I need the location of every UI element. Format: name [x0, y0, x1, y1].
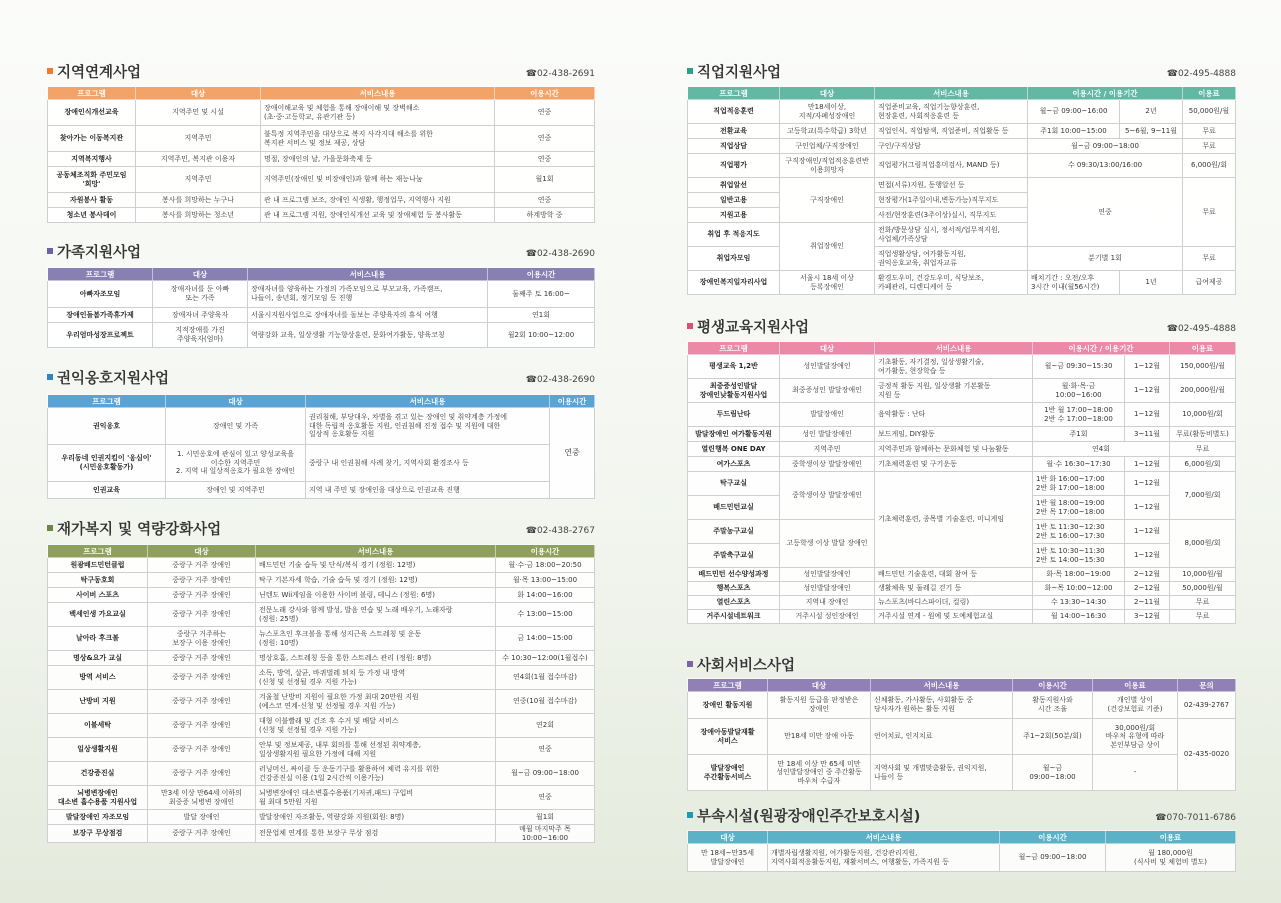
bullet-square-icon	[47, 248, 53, 254]
section-title: 부속시설(원광장애인주간보호시설)	[687, 808, 920, 826]
col-header: 프로그램	[688, 679, 768, 692]
section-family	[47, 244, 595, 350]
section-rights	[47, 370, 595, 506]
phone-number: ☎02-438-2690	[525, 375, 595, 385]
rights-table	[47, 394, 595, 499]
col-header: 대상	[768, 679, 871, 692]
table-row: 배드민턴 선수양성과정 성인발달장애인 배드민턴 기술훈련, 대회 참여 등 화·목 18:00~19:00 2~12월 10,000원/월	[688, 568, 1236, 582]
facility-table	[687, 830, 1236, 872]
table-row: 자원봉사 활동 봉사를 희망하는 누구나 관 내 프로그램 보조, 장애인 식생활, 행정업무, 지역행사 지원 연중	[48, 193, 595, 208]
col-header: 대상	[780, 87, 875, 100]
phone-number: ☎02-495-4888	[1166, 69, 1236, 79]
table-row: 인권교육 장애인 및 지역주민 지역 내 주민 및 장애인을 대상으로 인권교육 진행	[48, 482, 595, 499]
section-title: 평생교육지원사업	[687, 319, 809, 337]
bullet-square-icon	[687, 661, 693, 667]
table-row: 일반고용 현장평가(1주일이내,변동가능)직무지도	[688, 193, 1236, 208]
col-header: 이용시간	[550, 395, 595, 408]
table-row: 직업평가 구직장애인/직업적응훈련반 이용희망자 직업평가(그림직업흥미검사, MAND 등) 수 09:30/13:00/16:00 6,000원/회	[688, 154, 1236, 178]
community-table	[47, 86, 595, 223]
col-header: 서비스내용	[306, 395, 550, 408]
section-vocational	[687, 64, 1236, 304]
table-row: 사이버 스포츠 중랑구 거주 장애인 닌텐도 Wii게임을 이용한 사이버 볼링, 테니스 (정원: 6명) 화 14:00~16:00	[48, 588, 595, 603]
col-header: 프로그램	[688, 342, 780, 355]
section-lifelong	[687, 319, 1236, 643]
table-row: 직업상담 구인업체/구직장애인 구인/구직상담 월~금 09:00~18:00 무료	[688, 139, 1236, 154]
col-header: 서비스내용	[248, 268, 488, 281]
col-header: 이용료	[1093, 679, 1178, 692]
table-row: 여가스포츠 중학생이상 발달장애인 기초체력훈련 및 구기운동 월·수 16:30~17:30 1~12월 6,000원/회	[688, 457, 1236, 472]
bullet-square-icon	[47, 68, 53, 74]
col-header: 프로그램	[688, 87, 780, 100]
table-row: 명상&요가 교실 중랑구 거주 장애인 명상호흡, 스트레칭 등을 통한 스트레스 관리 (정원: 8명) 수 10:30~12:00(1월접수)	[48, 651, 595, 666]
table-row: 우리엄마성장프로젝트 지적장애를 가진 주양육자(엄마) 역량강화 교육, 일상생활 기능향상훈련, 문화여가활동, 양육코칭 월2회 10:00~12:00	[48, 323, 595, 348]
table-row: 청소년 봉사데이 봉사를 희망하는 청소년 관 내 프로그램 지원, 장애인식개선 교육 및 장애체험 등 봉사활동 하계방학 중	[48, 208, 595, 223]
section-homecare	[47, 521, 595, 873]
bullet-square-icon	[47, 374, 53, 380]
table-row: 우리동네 인권지킴이 '옹심이' (시민옹호활동가) 1. 시민옹호에 관심이 있고 양성교육을 이수한 지역주민 2. 지역 내 일상적옹호가 필요한 장애인 중랑구 내 인권침해 사례 찾기, 지역사회 환경조사 등	[48, 445, 595, 482]
table-row: 만 18세~만35세 발달장애인 개별자립생활지원, 여가활동지원, 건강관리지원, 지역사회적응활동지원, 재활서비스, 여행활동, 가족지원 등 월~금 09:00~18:00 월 180,000원 (식사비 및 체험비 별도)	[688, 844, 1236, 872]
table-row: 아빠자조모임 장애자녀를 둔 아빠 또는 가족 장애자녀를 양육하는 가정의 가족모임으로 부모교육, 가족캠프, 나들이, 송년회, 정기모임 등 진행 둘째주 토 16:00~	[48, 281, 595, 308]
section-title: 직업지원사업	[687, 64, 781, 82]
table-row: 장애인 활동지원 활동지원 등급을 판정받은 장애인 신체활동, 가사활동, 사회활동 중 당사자가 원하는 활동 지원 활동지원사와 시간 조율 개인별 상이 (건강보험료 기준) 02-439-2767	[688, 692, 1236, 719]
table-row: 난방비 지원 중랑구 거주 장애인 겨울철 난방비 지원이 필요한 가정 최대 20만원 지원 (예스코 연계-신청 및 선정될 경우 지원 가능) 연중(10월 접수마감)	[48, 690, 595, 714]
section-title: 사회서비스사업	[687, 657, 795, 675]
table-row: 취업알선 구직장애인 면접(서류)지원, 동행알선 등 연중 무료	[688, 178, 1236, 193]
phone-number: ☎02-438-2767	[525, 526, 595, 536]
table-row: 전환교육 고등학교(특수학급) 3학년 직업인식, 직업탐색, 직업준비, 직업활동 등 주1회 10:00~15:00 5~6월, 9~11월 무료	[688, 124, 1236, 139]
col-header: 대상	[148, 545, 256, 558]
table-row: 장애아동발달재활 서비스 만18세 미만 장애 아동 언어치료, 인지치료 주1~2회(50분/회) 30,000원/회 바우처 유형에 따라 본인부담금 상이 02-435-0020	[688, 719, 1236, 755]
col-header: 프로그램	[48, 268, 153, 281]
social-table	[687, 678, 1236, 791]
table-row: 장애인돌봄가족휴가제 장애자녀 주양육자 서울시지원사업으로 장애자녀를 돌보는 주양육자의 휴식 여행 연1회	[48, 308, 595, 323]
table-row: 장애인식개선교육 지역주민 및 시설 장애이해교육 및 체험을 통해 장애이해 및 장벽해소 (초·중·고등학교, 유관기관 등) 연중	[48, 100, 595, 126]
homecare-table	[47, 544, 595, 843]
table-row: 뇌병변장애인 대소변 흡수용품 지원사업 만3세 이상 만64세 이하의 최중증 뇌병변 장애인 뇌병변장애인 대소변흡수용품(기저귀,패드) 구입비 월 최대 5만원 지원 연중	[48, 786, 595, 810]
section-community	[47, 64, 595, 231]
col-header: 이용시간	[488, 268, 595, 281]
section-title: 권익옹호지원사업	[47, 370, 169, 388]
col-header: 이용료	[1183, 87, 1236, 100]
phone-number: ☎070-7011-6786	[1155, 813, 1236, 823]
table-row: 탁구동호회 중랑구 거주 장애인 탁구 기본자세 학습, 기술 습득 및 경기 (정원: 12명) 월·목 13:00~15:00	[48, 573, 595, 588]
col-header: 이용료	[1106, 831, 1236, 844]
section-title: 재가복지 및 역량강화사업	[47, 521, 221, 539]
table-row: 이불세탁 중랑구 거주 장애인 대형 이불빨래 및 건조 후 수거 및 배달 서비스 (신청 및 선정될 경우 지원 가능) 연2회	[48, 714, 595, 738]
bullet-square-icon	[687, 812, 693, 818]
table-row: 백세인생 가요교실 중랑구 거주 장애인 전문노래 강사와 함께 발성, 발음 연습 및 노래 배우기, 노래자랑 (정원: 25명) 수 13:00~15:00	[48, 603, 595, 627]
table-row: 지원고용 사전/현장훈련(3주이상)실시, 직무지도	[688, 208, 1236, 223]
table-row: 방역 서비스 중랑구 거주 장애인 소독, 방역, 살균, 바퀴벌레 퇴치 등 가정 내 방역 (신청 및 선정될 경우 지원 가능) 연4회(1월 접수마감)	[48, 666, 595, 690]
col-header: 대상	[780, 342, 875, 355]
col-header: 서비스내용	[256, 545, 496, 558]
table-row: 장애인복지일자리사업 서울시 18세 이상 등록장애인 환경도우미, 건강도우미, 식당보조, 카페관리, 디렌디케어 등 배치기간 : 오전/오후 3시간 이내(월56시간) 1년 급여제공	[688, 271, 1236, 295]
table-row: 주말농구교실 고등학생 이상 발달 장애인 1반 토 11:30~12:30 2반 토 16:00~17:30 1~12월 8,000원/회	[688, 520, 1236, 544]
col-header: 이용시간 / 이용기간	[1028, 87, 1183, 100]
col-header: 대상	[136, 87, 261, 100]
table-row: 날아라 후크볼 중랑구 거주하는 보장구 이용 장애인 뉴스포츠인 후크볼을 통해 성지근육 스트레칭 및 운동 (정원: 10명) 금 14:00~15:00	[48, 627, 595, 651]
table-row: 발달장애인 자조모임 발달 장애인 발달장애인 자조활동, 역량강화 지원(회원: 8명) 월1회	[48, 810, 595, 825]
table-row: 건강증진실 중랑구 거주 장애인 러닝머신, 싸이클 등 운동기구를 활용하여 체력 유지를 위한 건강증진실 이용 (1일 2시간씩 이용가능) 월~금 09:00~18:00	[48, 762, 595, 786]
col-header: 서비스내용	[875, 342, 1033, 355]
col-header: 프로그램	[48, 87, 136, 100]
col-header: 이용시간 / 이용기간	[1033, 342, 1170, 355]
table-row: 취업 후 적응지도 취업장애인 전화/방문상담 실시, 정서적/업무적지원, 사업체/가족상담	[688, 223, 1236, 247]
col-header: 서비스내용	[768, 831, 1000, 844]
table-row: 일상생활지원 중랑구 거주 장애인 안부 및 정보제공, 내부 회의를 통해 선정된 취약계층, 일상생활지원 필요한 가정에 대해 지원 연중	[48, 738, 595, 762]
table-row: 주말축구교실 1반 토 10:30~11:30 2반 토 14:00~15:30 1~12월	[688, 544, 1236, 568]
table-row: 공동체조직화 주민모임 '희망' 지역주민 지역주민(장애인 및 비장애인)과 함께 하는 재능나눔 월1회	[48, 167, 595, 193]
table-row: 발달장애인 여가활동지원 성인 발달장애인 보드게임, DIY활동 주1회 3~11월 무료(활동비별도)	[688, 427, 1236, 442]
bullet-square-icon	[47, 525, 53, 531]
table-row: 거주시설네트워크 거주시설 성인장애인 거주시설 연계 - 원예 및 도예체험교실 월 14:00~16:30 3~12월 무료	[688, 610, 1236, 624]
table-row: 권익옹호 장애인 및 가족 권리침해, 부당대우, 차별을 겪고 있는 장애인 및 취약계층 가정에 대한 독립적 옹호활동 지원, 인권침해 진정 접수 및 지원에 대한 일상적 옹호활동 지원 연중	[48, 408, 595, 445]
table-row: 찾아가는 이동복지관 지역주민 불특정 지역주민을 대상으로 복지 사각지대 해소를 위한 복지관 서비스 및 정보 제공, 상담 연중	[48, 126, 595, 152]
table-row: 원광배드민턴클럽 중랑구 거주 장애인 배드민턴 기술 습득 및 단식/복식 경기 (정원: 12명) 월·수·금 18:00~20:50	[48, 558, 595, 573]
section-facility	[687, 808, 1236, 874]
col-header: 프로그램	[48, 545, 148, 558]
col-header: 대상	[153, 268, 248, 281]
col-header: 서비스내용	[871, 679, 1013, 692]
table-row: 열린스포츠 지역내 장애인 뉴스포츠(바디스파이더, 컬링) 수 13:30~14:30 2~11월 무료	[688, 596, 1236, 610]
col-header: 서비스내용	[875, 87, 1028, 100]
col-header: 이용시간	[1000, 831, 1106, 844]
col-header: 문의	[1178, 679, 1236, 692]
family-table	[47, 267, 595, 348]
table-row: 배드민턴교실 1반 월 18:00~19:00 2반 목 17:00~18:00 1~12월	[688, 496, 1236, 520]
lifelong-table	[687, 341, 1236, 624]
table-row: 탁구교실 중학생이상 발달장애인 기초체력훈련, 종목별 기술훈련, 미니게임 1반 화 16:00~17:00 2반 화 17:00~18:00 1~12월 7,000원/회	[688, 472, 1236, 496]
phone-number: ☎02-438-2690	[525, 249, 595, 259]
col-header: 대상	[688, 831, 768, 844]
col-header: 대상	[166, 395, 306, 408]
section-social	[687, 657, 1236, 792]
phone-number: ☎02-438-2691	[525, 69, 595, 79]
col-header: 이용시간	[495, 87, 595, 100]
col-header: 서비스내용	[261, 87, 495, 100]
bullet-square-icon	[687, 323, 693, 329]
col-header: 이용시간	[1013, 679, 1093, 692]
table-row: 열린행복 ONE DAY 지역주민 지역주민과 함께하는 문화체험 및 나눔활동 연4회 무료	[688, 442, 1236, 457]
section-title: 가족지원사업	[47, 244, 141, 262]
table-row: 발달장애인 주간활동서비스 만 18세 이상 만 65세 미만 성인발달장애인 중 주간활동 바우처 수급자 지역사회 및 개별맞춤활동, 권익지원, 나들이 등 월~금 09:00~18:00 -	[688, 755, 1236, 791]
col-header: 이용시간	[496, 545, 595, 558]
table-row: 지역복지행사 지역주민, 복지관 이용자 명절, 장애인의 날, 가을문화축제 등 연중	[48, 152, 595, 167]
table-row: 최중증성인발달 장애인낮활동지원사업 최중증성인 발달장애인 긍정적 활동 지원, 일상생활 기본활동 지원 등 월·화·목·금 10:00~16:00 1~12월 200,000원/월	[688, 379, 1236, 403]
table-row: 행복스포츠 성인발달장애인 생활체육 및 둘레길 걷기 등 화~목 10:00~12:00 2~12월 50,000원/월	[688, 582, 1236, 596]
phone-number: ☎02-495-4888	[1166, 324, 1236, 334]
table-row: 취업자모임 직업생활상담, 여가활동지원, 권익옹호교육, 취업자교류 분기별 1회 무료	[688, 247, 1236, 271]
table-row: 두드림난타 발달장애인 음악활동 : 난타 1반 월 17:00~18:00 2반 수 17:00~18:00 1~12월 10,000원/회	[688, 403, 1236, 427]
col-header: 이용료	[1170, 342, 1236, 355]
vocational-table	[687, 86, 1236, 295]
table-row: 평생교육 1,2반 성인발달장애인 기초활동, 자기결정, 일상생활기술, 여가활동, 현장학습 등 월~금 09:30~15:30 1~12월 150,000원/월	[688, 355, 1236, 379]
table-row: 보장구 무상점검 중랑구 거주 장애인 전문업체 연계를 통한 보장구 무상 점검 매월 마지막주 목 10:00~16:00	[48, 825, 595, 843]
bullet-square-icon	[687, 68, 693, 74]
table-row: 직업적응훈련 만18세이상, 지적/자폐성장애인 직업준비교육, 직업기능향상훈련, 현장훈련, 사회적응훈련 등 월~금 09:00~16:00 2년 50,000원/월	[688, 100, 1236, 124]
section-title: 지역연계사업	[47, 64, 141, 82]
col-header: 프로그램	[48, 395, 166, 408]
